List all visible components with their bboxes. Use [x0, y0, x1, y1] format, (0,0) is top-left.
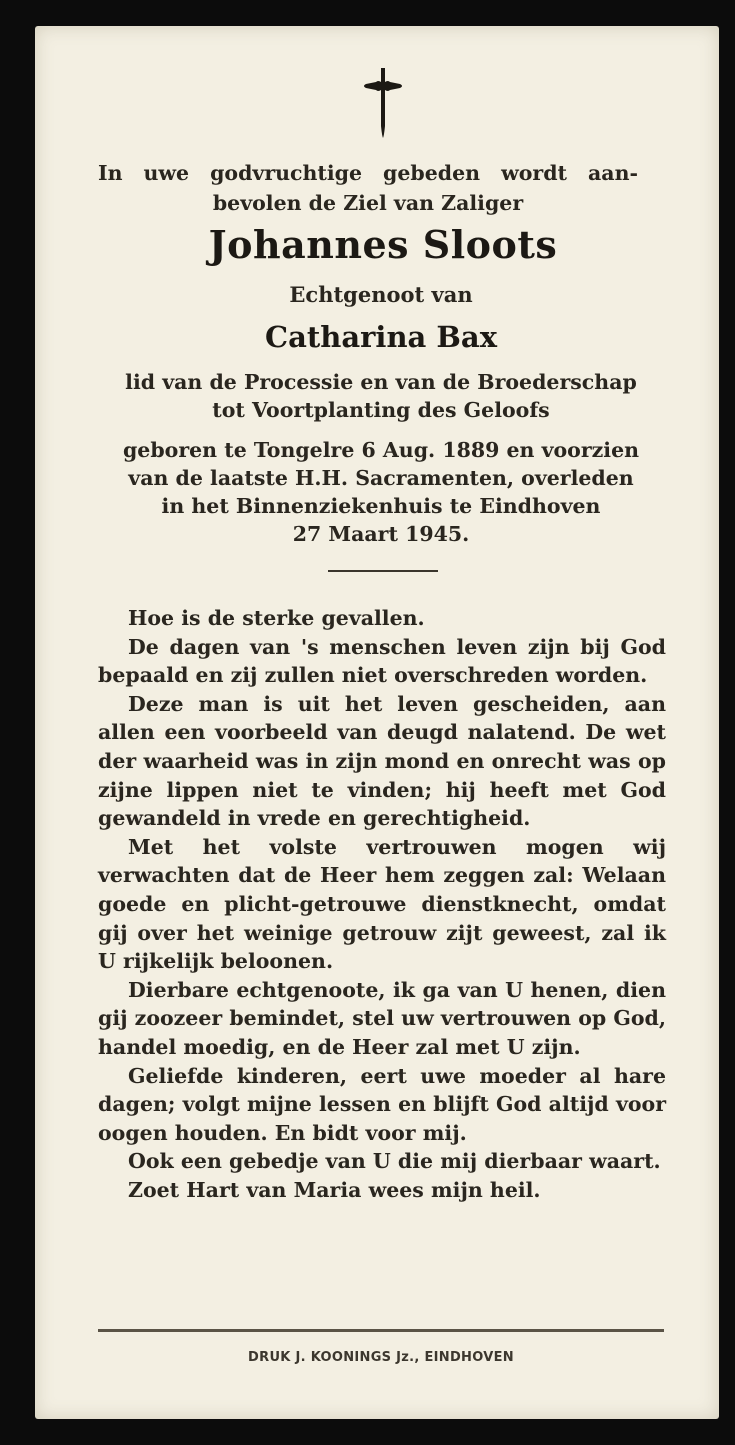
intro-line-2: bevolen de Ziel van Zaliger [212, 191, 524, 215]
prayer-paragraph: Hoe is de sterke gevallen. [128, 606, 425, 630]
birth-line-1: geboren te Tongelre 6 Aug. 1889 en voorzien [122, 438, 640, 462]
cross-icon [360, 66, 406, 140]
prayer-paragraph-closing: Zoet Hart van Maria wees mijn heil. [128, 1177, 541, 1202]
prayer-paragraph: Dierbare echtgenoote, ik ga van U henen, dien gij zoozeer bemindet, stel uw vertrouwen op God, handel moedig, en de Heer zal met U zijn. [98, 977, 667, 1059]
birth-death-text [96, 436, 666, 548]
prayer-text [98, 604, 666, 1204]
prayer-paragraph: De dagen van 's menschen leven zijn bij God bepaald en zij zullen niet overschreden worden. [98, 634, 666, 688]
card-border-right [719, 0, 735, 1445]
relation-label: Echtgenoot van [289, 282, 473, 307]
deceased-name: Johannes Sloots [208, 222, 558, 267]
death-date: 27 Maart 1945. [292, 522, 470, 546]
prayer-paragraph: Deze man is uit het leven gescheiden, aan allen een voorbeeld van deugd nalatend. De wet der waarheid was in zijn mond en onrecht was op zijne lippen niet te vinden; hij heeft met God gewandeld in vrede en gerechtigheid. [98, 691, 666, 831]
membership-line-1: lid van de Processie en van de Broederschap [125, 370, 637, 394]
prayer-paragraph: Ook een gebedje van U die mij dierbaar waart. [128, 1149, 661, 1174]
card-border-bottom [0, 1419, 735, 1445]
birth-line-2: van de laatste H.H. Sacramenten, overleden [128, 466, 634, 490]
intro-line-1: In uwe godvruchtige gebeden wordt aan- [98, 161, 638, 185]
printer-credit: DRUK J. KOONINGS Jz., EINDHOVEN [248, 1350, 514, 1365]
card-border-top [0, 0, 735, 26]
birth-line-3: in het Binnenziekenhuis te Eindhoven [161, 494, 601, 518]
spouse-name: Catharina Bax [265, 320, 497, 354]
card-border-left [0, 0, 35, 1445]
membership-line-2: tot Voortplanting des Geloofs [212, 398, 550, 422]
prayer-paragraph: Geliefde kinderen, eert uwe moeder al hare dagen; volgt mijne lessen en blijft God altijd voor oogen houden. En bidt voor mij. [98, 1063, 666, 1145]
prayer-paragraph: Met het volste vertrouwen mogen wij verwachten dat de Heer hem zeggen zal: Welaan goede en plicht-getrouwe dienstknecht, omdat gij over het weinige getrouw zijt geweest, zal ik U rijkelijk beloonen. [98, 834, 666, 974]
footer-rule [98, 1329, 664, 1332]
membership-text [96, 368, 666, 424]
divider [328, 570, 438, 572]
intro-text [98, 158, 638, 218]
